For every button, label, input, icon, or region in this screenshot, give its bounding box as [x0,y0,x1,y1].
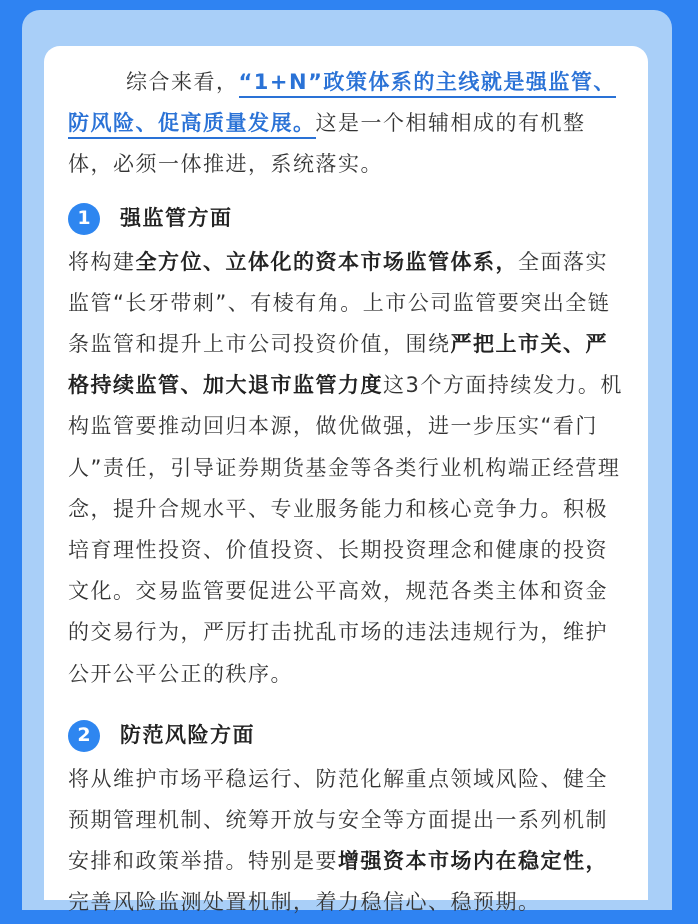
section-title: 强监管方面 [120,206,233,230]
intro-rest: 这是一个相辅相成的有机整体，必须一体推进，系统落实。 [68,111,586,177]
section-heading-1 [68,196,630,242]
intro-lead: 综合来看， [126,70,239,94]
text-run: 这3个方面持续发力。机构监管要推动回归本源，做优做强，进一步压实“看门人”责任，引导证券期货基金等各类行业机构端正经营理念，提升合规水平、专业服务能力和核心竞争力。积极培育理性投资、价值投资、长期投资理念和健康的投资文化。交易监管要促进公平高效，规范各类主体和资金的交易行为，严厉打击扰乱市场的违法违规行为，维护公开公平公正的秩序。 [68,373,623,686]
intro-highlight: “1+N”政策体系的主线就是强监管、防风险、促高质量发展。 [68,70,616,139]
article-content [68,62,630,924]
bold-text: 全方位、立体化的资本市场监管体系， [135,249,518,274]
bold-text: 增强资本市场内在稳定性， [338,849,608,874]
section-number-badge: 1 [68,203,100,235]
bold-text: 严把上市关、严格持续监管、加大退市监管力度 [68,332,608,398]
text-run: 完善风险监测处置机制，着力稳信心、稳预期。 [68,890,541,915]
intro-paragraph [68,62,630,186]
text-run: 将构建 [68,249,136,274]
text-run: 全面落实监管“长牙带刺”、有棱有角。上市公司监管要突出全链条监管和提升上市公司投资价值，围绕 [68,249,611,357]
section-paragraph-2 [68,759,630,924]
section-title: 防范风险方面 [120,723,255,748]
section-heading-2 [68,713,630,759]
section-number-badge: 2 [68,720,100,752]
section-paragraph-1 [68,242,630,695]
text-run: 将从维护市场平稳运行、防范化解重点领域风险、健全预期管理机制、统筹开放与安全等方面提出一系列机制安排和政策举措。特别是要 [68,766,608,874]
